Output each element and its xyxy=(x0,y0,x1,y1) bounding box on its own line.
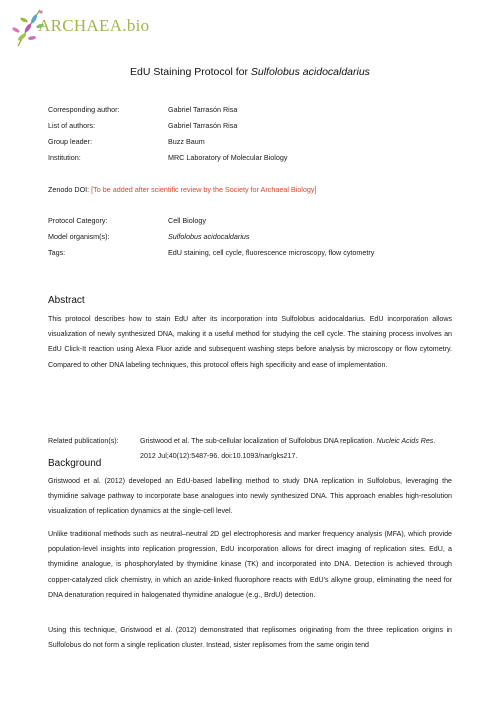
archaea-bio-logo[interactable] xyxy=(10,4,150,50)
abstract-text: This protocol describes how to stain EdU after its incorporation into Sulfolobus acidocaldarius. EdU incorporation allows visualization of newly synthesized DNA, making it a useful method for studying the cell cycle. The staining process involves an EdU Click-It reaction using Alexa Fluor azide and subsequent washing steps before analysis by microscopy or flow cytometry. Compared to other DNA labeling techniques, this protocol offers high specificity and ease of implementation. xyxy=(48,315,452,369)
page-title xyxy=(0,66,500,78)
model-organism-label: Model organism(s): xyxy=(48,232,110,241)
tags-label: Tags: xyxy=(48,248,66,257)
model-organism-value: Sulfolobus acidocaldarius xyxy=(168,232,250,241)
tags-value: EdU staining, cell cycle, fluorescence microscopy, flow cytometry xyxy=(168,248,375,257)
doi-link[interactable]: [To be added after scientific review by the Society for Archaeal Biology] xyxy=(91,185,317,194)
authors-value: Gabriel Tarrasón Risa xyxy=(168,121,238,130)
background-paragraph-1: Gristwood et al. (2012) developed an EdU-based labelling method to study DNA replication in Sulfolobus, leveraging the thymidine salvage pathway to incorporate base analogues into newly synthesized DNA. This approach enables high-resolution visualization of replication dynamics at the single-cell level. xyxy=(48,477,452,516)
doi-label: Zenodo DOI: xyxy=(48,185,90,194)
zenodo-doi-row xyxy=(48,185,316,194)
background-paragraph-2: Unlike traditional methods such as neutral–neutral 2D gel electrophoresis and marker frequency analysis (MFA), which provide population-level insights into replication progression, EdU incorporation allows for direct imaging of replication sites. EdU, a thymidine analogue, is phosphorylated by thymidine kinase (TK) and incorporated into DNA. Detection is achieved through copper-catalyzed click chemistry, in which an azide-linked fluorophore reacts with EdU's alkyne group, eliminating the need for DNA denaturation required in halogenated thymidine analogue (e.g., BrdU) detection. xyxy=(48,530,452,599)
group-leader-label: Group leader: xyxy=(48,137,92,146)
title-prefix: EdU Staining Protocol for xyxy=(130,66,251,78)
related-publication-citation[interactable] xyxy=(140,434,452,464)
institution-label: Institution: xyxy=(48,153,81,162)
corresponding-author-value: Gabriel Tarrasón Risa xyxy=(168,105,238,114)
authors-label: List of authors: xyxy=(48,121,96,130)
protocol-category-value: Cell Biology xyxy=(168,216,206,225)
citation-text: Gristwood et al. The sub-cellular localization of Sulfolobus DNA replication. xyxy=(140,437,377,445)
corresponding-author-label: Corresponding author: xyxy=(48,105,120,114)
logo-text: ARCHAEA.bio xyxy=(38,16,150,35)
background-paragraph-3: Using this technique, Gristwood et al. (2012) demonstrated that replisomes originating from the three replication origins in Sulfolobus do not form a single replication cluster. Instead, sister replisomes from the same origin tend xyxy=(48,626,452,650)
citation-journal: Nucleic Acids Res xyxy=(376,437,434,445)
group-leader-value: Buzz Baum xyxy=(168,137,205,146)
related-publications-label: Related publication(s): xyxy=(48,437,119,445)
abstract-heading: Abstract xyxy=(48,295,85,306)
protocol-category-label: Protocol Category: xyxy=(48,216,108,225)
background-heading: Background xyxy=(48,458,102,469)
citation-details: . 2012 Jul;40(12):5487-96. doi:10.1093/nar/gks217. xyxy=(140,437,436,461)
title-organism: Sulfolobus acidocaldarius xyxy=(250,66,370,78)
institution-value: MRC Laboratory of Molecular Biology xyxy=(168,153,288,162)
